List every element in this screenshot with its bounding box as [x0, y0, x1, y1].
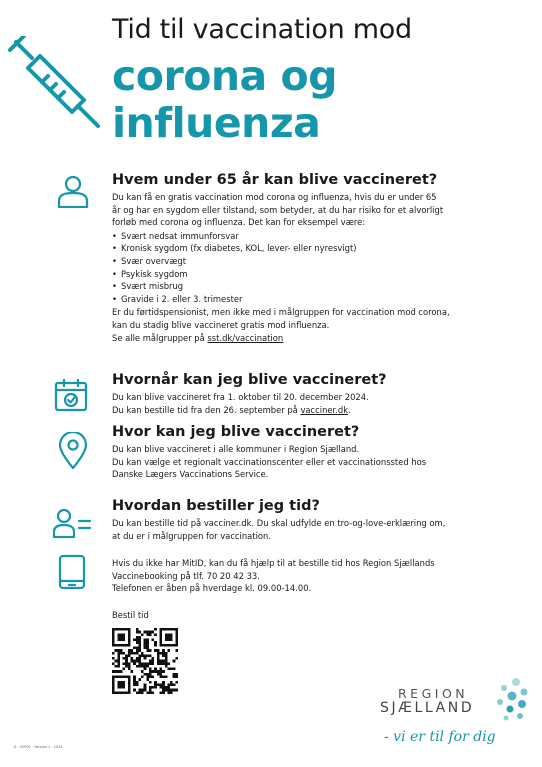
list-item: • Svært misbrug [112, 280, 522, 293]
syringe-icon [8, 36, 102, 128]
title-line-1: Tid til vaccination mod [112, 14, 412, 45]
list-item: • Psykisk sygdom [112, 268, 522, 281]
how-line-1: Du kan bestille tid på vacciner.dk. Du skal udfylde en tro-og-love-erklæring om, [112, 518, 446, 528]
sst-link[interactable]: sst.dk/vaccination [207, 332, 284, 343]
title-line-2: corona og [112, 52, 338, 100]
when-line-2-suffix: . [348, 404, 351, 415]
who-link-line [112, 332, 522, 345]
list-item: • Gravide i 2. eller 3. trimester [112, 293, 522, 306]
calendar-check-icon [54, 378, 88, 412]
book-label: Bestil tid [112, 610, 149, 620]
when-line-2-prefix: Du kan bestille tid fra den 26. september på [112, 404, 301, 415]
where-section [112, 424, 522, 481]
when-line-2 [112, 404, 522, 417]
who-section [112, 172, 522, 344]
list-item: • Svær overvægt [112, 255, 522, 268]
how-line-2: at du er i målgruppen for vaccination. [112, 530, 271, 541]
who-after-2: kan du stadig blive vaccineret gratis mod influenza. [112, 319, 330, 330]
list-item: • Kronisk sygdom (fx diabetes, KOL, lever- eller nyresvigt) [112, 242, 522, 255]
title-line-3: influenza [112, 99, 321, 147]
who-after-1: Er du førtidspensionist, men ikke med i målgruppen for vaccination mod corona, [112, 307, 450, 318]
qr-code[interactable] [112, 628, 178, 694]
how-section [112, 498, 522, 542]
how-heading: Hvordan bestiller jeg tid? [112, 498, 320, 514]
logo-dots-icon [486, 676, 530, 724]
where-line-3: Danske Lægers Vaccinations Service. [112, 469, 269, 480]
person-icon [56, 174, 90, 208]
who-intro-1: Du kan få en gratis vaccination mod corona og influenza, hvis du er under 65 [112, 192, 437, 202]
who-bullet-list [112, 230, 522, 306]
phone-section [112, 557, 522, 595]
where-line-1: Du kan blive vaccineret i alle kommuner i Region Sjælland. [112, 444, 360, 454]
where-line-2: Du kan vælge et regionalt vaccinationscenter eller et vaccinationssted hos [112, 456, 427, 467]
phone-line-1: Hvis du ikke har MitID, kan du få hjælp til at bestille tid hos Region Sjællands [112, 558, 435, 568]
map-pin-icon [56, 432, 90, 470]
logo-region-text: REGION [398, 686, 469, 701]
phone-line-3: Telefonen er åben på hverdage kl. 09.00-14.00. [112, 583, 312, 594]
person-card-icon [52, 506, 92, 540]
when-heading: Hvornår kan jeg blive vaccineret? [112, 372, 387, 388]
when-section [112, 372, 522, 416]
list-item: • Svært nedsat immunforsvar [112, 230, 522, 243]
when-line-1: Du kan blive vaccineret fra 1. oktober til 20. december 2024. [112, 392, 369, 402]
mobile-phone-icon [58, 554, 86, 590]
logo-tagline: - vi er til for dig [384, 729, 496, 745]
logo-sjaelland-text: SJÆLLAND [380, 700, 475, 716]
vacciner-link[interactable]: vacciner.dk [300, 404, 349, 415]
who-intro-3: forløb med corona og influenza. Det kan for eksempel være: [112, 217, 366, 228]
who-intro-2: år og har en sygdom eller tilstand, som betyder, at du har risiko for et alvorligt [112, 204, 444, 215]
print-footnote: K · 02900 · Version 1 · 2024 [14, 745, 63, 749]
who-link-prefix: Se alle målgrupper på [112, 332, 208, 343]
phone-line-2: Vaccinebooking på tlf. 70 20 42 33. [112, 570, 260, 581]
where-heading: Hvor kan jeg blive vaccineret? [112, 424, 360, 440]
who-heading: Hvem under 65 år kan blive vaccineret? [112, 172, 438, 188]
